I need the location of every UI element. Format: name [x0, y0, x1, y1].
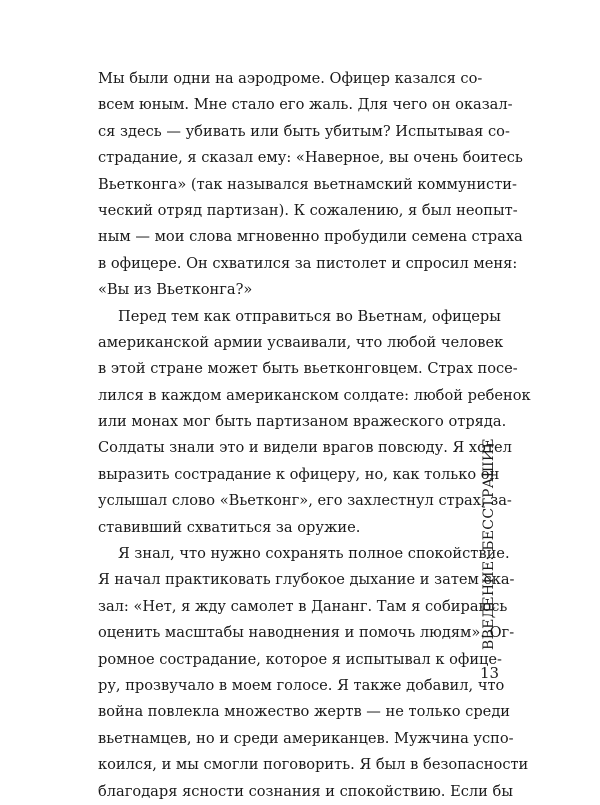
text-line: «Вы из Вьетконга?»: [98, 281, 253, 299]
text-line: лился в каждом американском солдате: любой ребенок: [98, 386, 531, 404]
text-line: в этой стране может быть вьетконговцем. Страх посе-: [98, 360, 518, 378]
page-number: 13: [480, 664, 500, 682]
text-line: услышал слово «Вьетконг», его захлестнул страх, за-: [98, 492, 512, 510]
text-line: ческий отряд партизан). К сожалению, я был неопыт-: [98, 201, 518, 219]
text-line: коился, и мы смогли поговорить. Я был в безопасности: [98, 756, 529, 774]
text-line: зал: «Нет, я жду самолет в Дананг. Там я собираюсь: [98, 597, 508, 615]
text-line: ным — мои слова мгновенно пробудили семена страха: [98, 228, 523, 246]
text-line: вьетнамцев, но и среди американцев. Мужчина успо-: [98, 729, 514, 747]
text-line: ромное сострадание, которое я испытывал к офице-: [98, 650, 502, 668]
running-head: ВВЕДЕНИЕ: БЕССТРАШИЕ: [481, 438, 497, 650]
text-line: страдание, я сказал ему: «Наверное, вы очень боитесь: [98, 149, 523, 167]
text-line: ся здесь — убивать или быть убитым? Испытывая со-: [98, 122, 510, 140]
text-line: оценить масштабы наводнения и помочь людям». Ог-: [98, 624, 515, 642]
text-line: ставивший схватиться за оружие.: [98, 518, 361, 536]
text-line: всем юным. Мне стало его жаль. Для чего он оказал-: [98, 96, 513, 114]
text-line: Я начал практиковать глубокое дыхание и затем ска-: [98, 571, 515, 589]
text-line: Вьетконга» (так назывался вьетнамский коммунисти-: [98, 175, 517, 193]
text-line: американской армии усваивали, что любой человек: [98, 333, 504, 351]
text-line: Мы были одни на аэродроме. Офицер казался со-: [98, 70, 483, 87]
text-line: или монах мог быть партизаном вражеского отряда.: [98, 413, 507, 431]
text-line: война повлекла множество жертв — не только среди: [98, 703, 511, 721]
text-line: в офицере. Он схватился за пистолет и спросил меня:: [98, 254, 518, 272]
text-line: Солдаты знали это и видели врагов повсюду. Я хотел: [98, 439, 512, 457]
text-line: выразить сострадание к офицеру, но, как только он: [98, 465, 500, 483]
text-line: Я знал, что нужно сохранять полное спокойствие.: [118, 545, 510, 563]
text-line: Перед тем как отправиться во Вьетнам, офицеры: [118, 307, 501, 325]
text-line: благодаря ясности сознания и спокойствию. Если бы: [98, 782, 513, 800]
text-line: ру, прозвучало в моем голосе. Я также добавил, что: [98, 676, 505, 694]
